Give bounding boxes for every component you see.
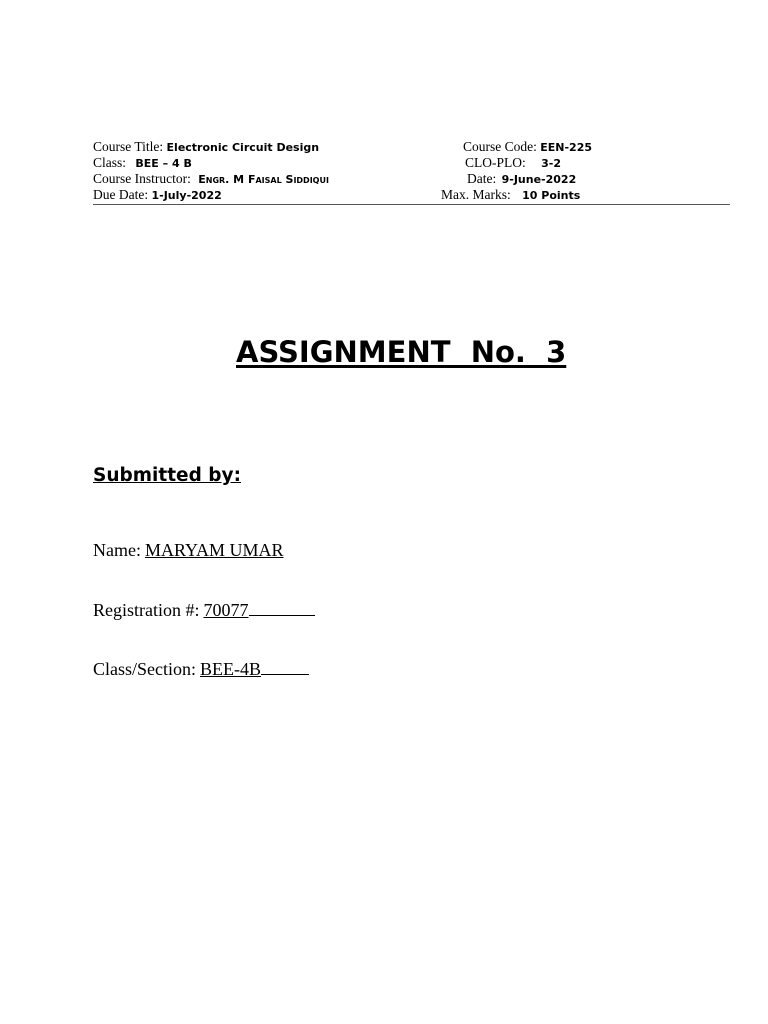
date-value: 9-June-2022 bbox=[501, 173, 577, 186]
clo-plo bbox=[465, 155, 561, 172]
due-date bbox=[93, 187, 222, 204]
instructor-label: Course Instructor: bbox=[93, 171, 191, 186]
header-row-instructor bbox=[93, 171, 733, 187]
max-marks bbox=[441, 187, 580, 204]
submitted-by-heading: Submitted by: bbox=[93, 465, 241, 486]
registration-blank-line bbox=[249, 597, 315, 616]
registration-field bbox=[93, 597, 315, 622]
class bbox=[93, 155, 192, 172]
max-marks-value: 10 Points bbox=[522, 189, 581, 202]
header-row-course bbox=[93, 139, 733, 155]
course-title bbox=[93, 139, 319, 156]
name-field bbox=[93, 538, 284, 562]
max-marks-label: Max. Marks: bbox=[441, 187, 511, 202]
clo-plo-value: 3-2 bbox=[541, 157, 561, 170]
section-label: Class/Section: bbox=[93, 659, 196, 679]
course-code-value: EEN-225 bbox=[540, 141, 593, 154]
instructor bbox=[93, 171, 329, 188]
course-code-label: Course Code: bbox=[463, 139, 537, 154]
name-label: Name: bbox=[93, 540, 141, 560]
header-divider bbox=[93, 204, 730, 205]
class-value: BEE – 4 B bbox=[135, 157, 192, 170]
course-title-label: Course Title: bbox=[93, 139, 164, 154]
class-label: Class: bbox=[93, 155, 127, 170]
clo-plo-label: CLO-PLO: bbox=[465, 155, 526, 170]
due-date-label: Due Date: bbox=[93, 187, 149, 202]
name-value: MARYAM UMAR bbox=[144, 540, 284, 560]
assignment-title: ASSIGNMENT No. 3 bbox=[236, 335, 567, 369]
date bbox=[467, 171, 576, 188]
registration-value: 70077 bbox=[203, 600, 249, 620]
course-title-value: Electronic Circuit Design bbox=[166, 141, 320, 154]
section-value: BEE-4B bbox=[200, 659, 261, 679]
header-row-class bbox=[93, 155, 733, 171]
section-field bbox=[93, 656, 309, 681]
date-label: Date: bbox=[467, 171, 497, 186]
registration-label: Registration #: bbox=[93, 600, 200, 620]
course-code bbox=[463, 139, 592, 156]
instructor-value: Engr. M Faisal Siddiqui bbox=[198, 173, 329, 186]
due-date-value: 1-July-2022 bbox=[151, 189, 222, 202]
section-blank-line bbox=[261, 656, 309, 675]
header-row-due bbox=[93, 187, 733, 203]
